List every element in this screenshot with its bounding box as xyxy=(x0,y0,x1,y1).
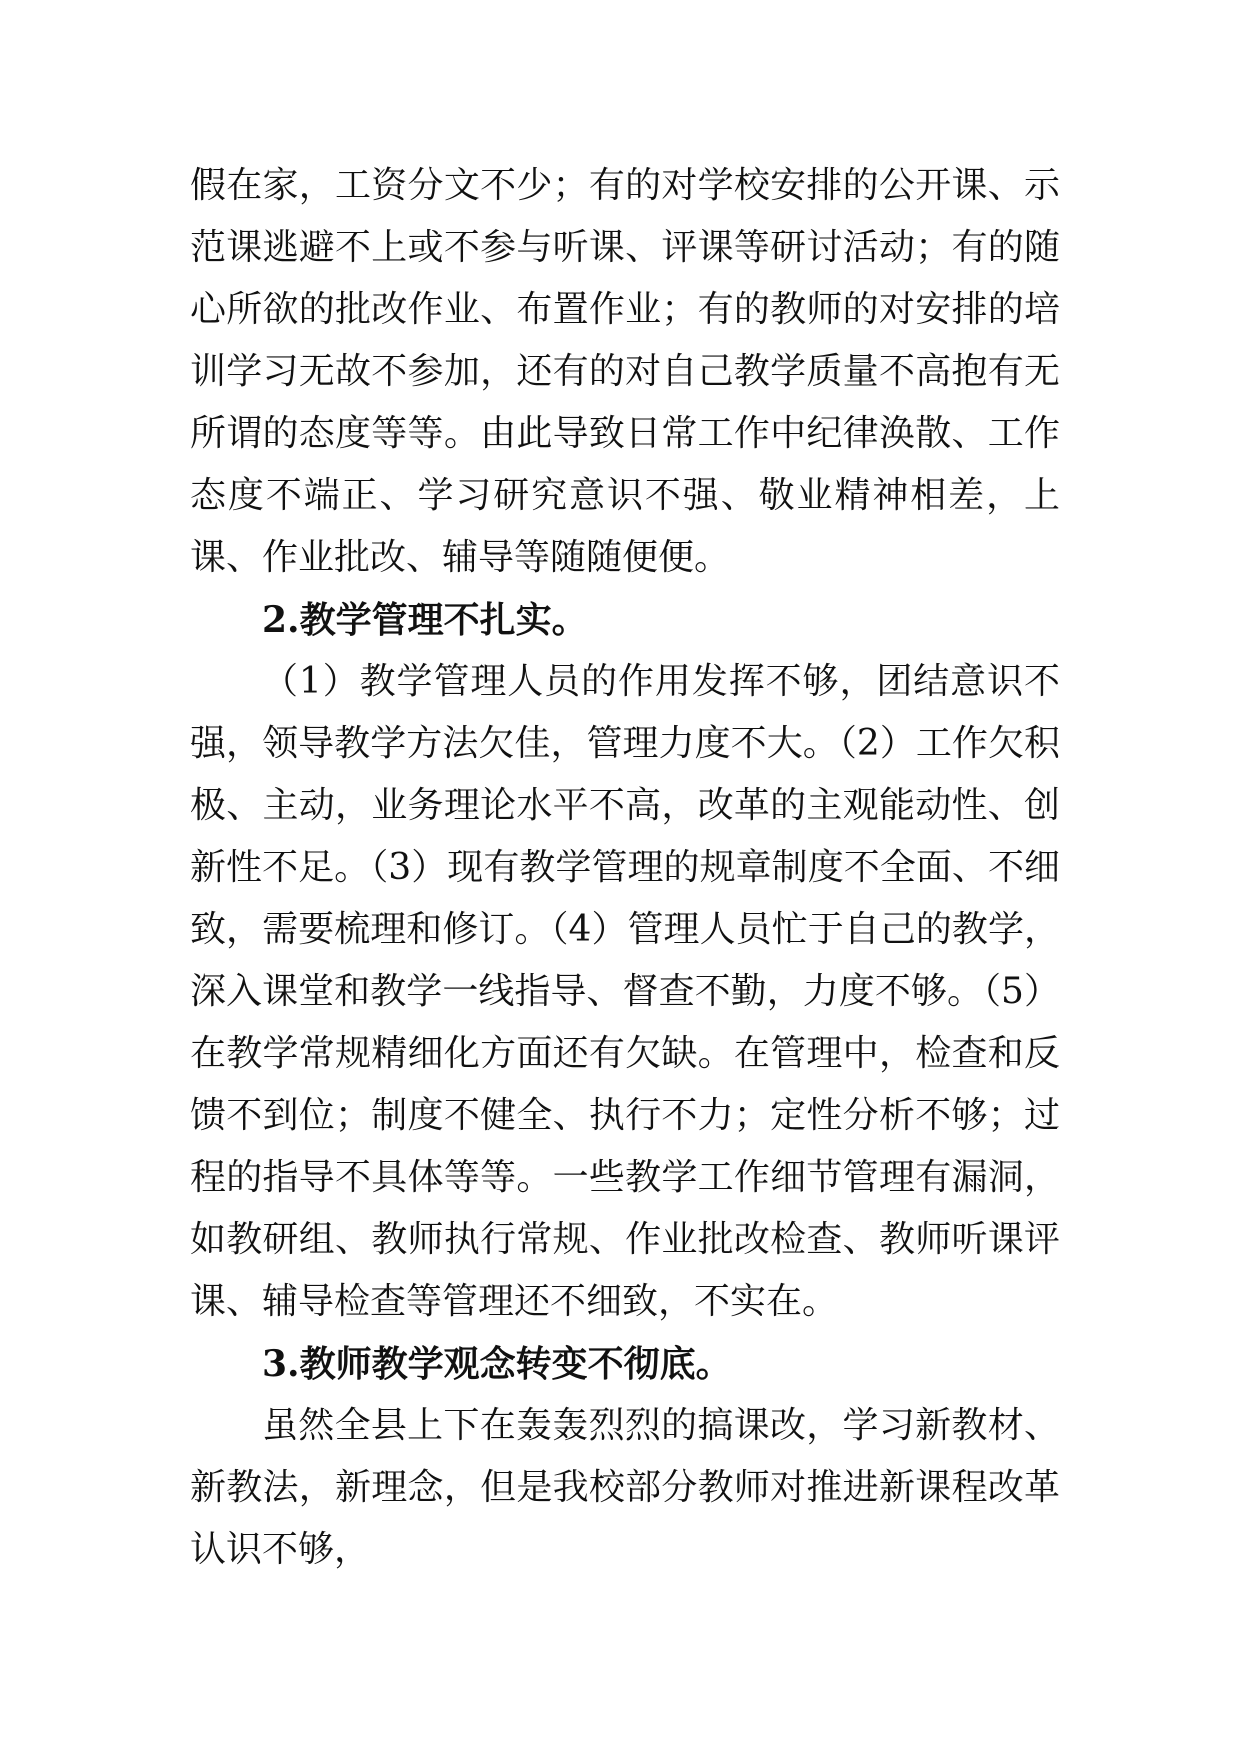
paragraph-continuation: 假在家，工资分文不少；有的对学校安排的公开课、示范课逃避不上或不参与听课、评课等研讨活动；有的随心所欲的批改作业、布置作业；有的教师的对安排的培训学习无故不参加，还有的对自己教学质量不高抱有无所谓的态度等等。由此导致日常工作中纪律涣散、工作态度不端正、学习研究意识不强、敬业精神相差，上课、作业批改、辅导等随随便便。 xyxy=(190,165,1060,578)
document-page xyxy=(190,155,1060,1581)
paragraph-management: （1）教学管理人员的作用发挥不够，团结意识不强，领导教学方法欠佳，管理力度不大。（2）工作欠积极、主动，业务理论水平不高，改革的主观能动性、创新性不足。（3）现有教学管理的规章制度不全面、不细致，需要梳理和修订。（4）管理人员忙于自己的教学，深入课堂和教学一线指导、督查不勤，力度不够。（5）在教学常规精细化方面还有欠缺。在管理中，检查和反馈不到位；制度不健全、执行不力；定性分析不够；过程的指导不具体等等。一些教学工作细节管理有漏洞，如教研组、教师执行常规、作业批改检查、教师听课评课、辅导检查等管理还不细致，不实在。 xyxy=(190,661,1060,1322)
section-heading-3: 3.教师教学观念转变不彻底。 xyxy=(262,1343,732,1385)
section-heading-2: 2.教学管理不扎实。 xyxy=(262,599,588,641)
paragraph-concept: 虽然全县上下在轰轰烈烈的搞课改，学习新教材、新教法，新理念，但是我校部分教师对推进新课程改革认识不够， xyxy=(190,1405,1060,1570)
